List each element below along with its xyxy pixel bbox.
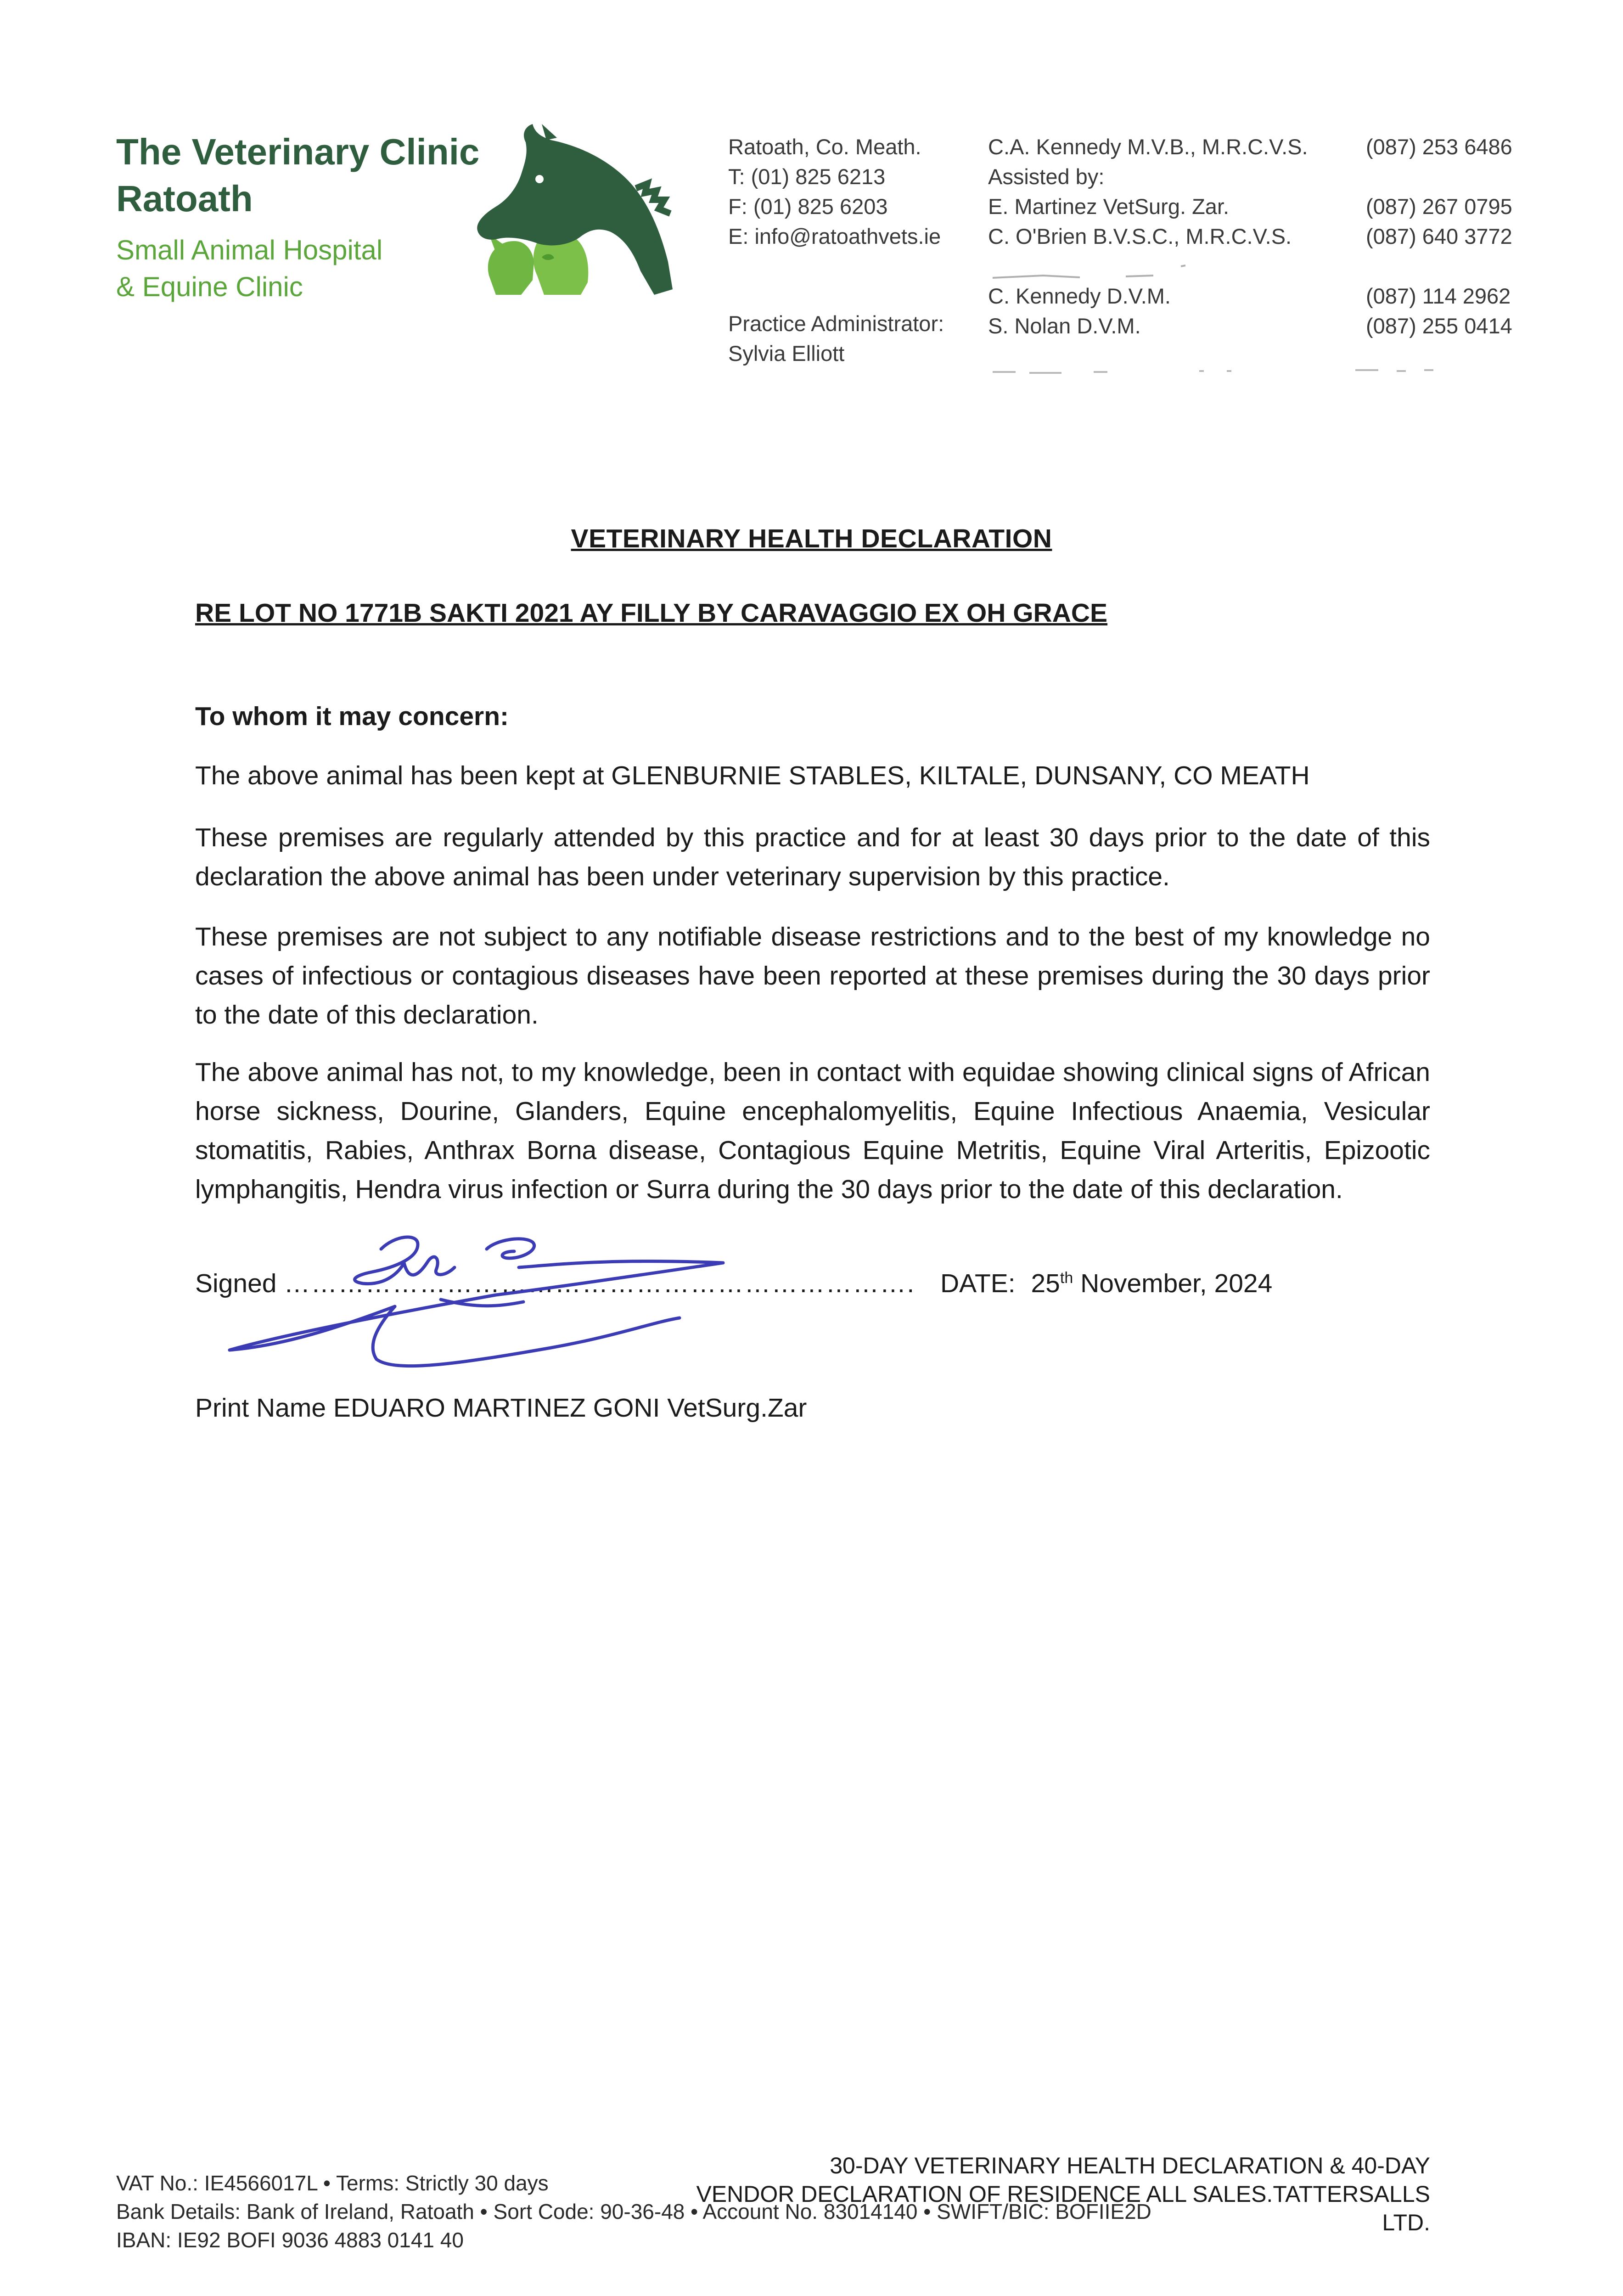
vet-name: C. Kennedy D.V.M. [988,284,1171,308]
fax-line: F: (01) 825 6203 [728,194,888,219]
declaration-date [940,1268,1272,1299]
admin-label: Practice Administrator: [728,311,944,336]
vet-phone: (087) 253 6486 [1366,135,1512,159]
footer-declaration-line1: 30-DAY VETERINARY HEALTH DECLARATION & 40-DAY [830,2153,1430,2178]
footer-vat-line: VAT No.: IE4566017L • Terms: Strictly 30 days [116,2171,549,2195]
email-line: E: info@ratoathvets.ie [728,224,941,248]
paragraph-supervision: These premises are regularly attended by this practice and for at least 30 days prior to the date of this declaration the above animal has been under veterinary supervision by this practice. [195,823,1430,891]
print-name: Print Name EDUARO MARTINEZ GONI VetSurg.Zar [195,1393,807,1423]
lot-reference: RE LOT NO 1771B SAKTI 2021 AY FILLY BY CARAVAGGIO EX OH GRACE [195,598,1108,628]
paragraph-restrictions: These premises are not subject to any notifiable disease restrictions and to the best of my knowledge no cases of infectious or contagious diseases have been reported at these premises during the 30 days prior to the date of this declaration. [195,922,1430,1030]
phone-line: T: (01) 825 6213 [728,164,886,189]
clinic-subtitle-line1: Small Animal Hospital [116,235,383,265]
signed-dots: ……………………………………………………………. [284,1269,915,1298]
vet-name: E. Martinez VetSurg. Zar. [988,194,1230,219]
clinic-address [728,132,941,251]
handwritten-signature-icon [202,1208,744,1382]
erased-mark-icon [988,257,1245,285]
paragraph-contact: The above animal has not, to my knowledge, been in contact with equidae showing clinical signs of African horse sickness, Dourine, Glanders, Equine encephalomyelitis, Equine Infectious Anaemia, Vesicular stomatitis, Rabies, Anthrax Borna disease, Contagious Equine Metritis, Equine Viral Arteritis, Epizootic lymphangitis, Hendra virus infection or Surra during the 30 days prior to the date of this declaration. [195,1058,1430,1204]
footer-declaration-label [661,2151,1430,2237]
horse-dog-cat-logo-icon [452,124,682,298]
signed-label: Signed [195,1269,277,1298]
greeting: To whom it may concern: [195,702,509,731]
vet-name: S. Nolan D.V.M. [988,314,1141,338]
footer-bank-line: Bank Details: Bank of Ireland, Ratoath • Sort Code: 90-36-48 • Account No. 83014140 • SWIFT/BIC: BOFIIE2D [116,2200,1151,2223]
erased-mark-icon [988,354,1539,381]
clinic-name-line2: Ratoath [116,178,253,219]
clinic-subtitle-line2: & Equine Clinic [116,271,303,302]
vet-phone: (087) 640 3772 [1366,224,1512,248]
date-day: 25 [1031,1269,1060,1298]
vet-phone: (087) 114 2962 [1366,284,1511,308]
date-label: DATE: [940,1269,1016,1298]
address-line: Ratoath, Co. Meath. [728,135,921,159]
clinic-name-line1: The Veterinary Clinic [116,131,480,172]
date-suffix: th [1060,1269,1073,1287]
vet-name: C. O'Brien B.V.S.C., M.R.C.V.S. [988,224,1292,248]
document-title-text: VETERINARY HEALTH DECLARATION [571,524,1052,553]
date-month-year: November, 2024 [1080,1269,1273,1298]
paragraph-premises: The above animal has been kept at GLENBURNIE STABLES, KILTALE, DUNSANY, CO MEATH [195,761,1310,790]
document-title [0,523,1623,554]
vet-phone: (087) 267 0795 [1366,194,1512,219]
vet-name: C.A. Kennedy M.V.B., M.R.C.V.S. [988,135,1308,159]
assisted-by-label: Assisted by: [988,164,1105,189]
footer-iban-line: IBAN: IE92 BOFI 9036 4883 0141 40 [116,2228,464,2252]
admin-name: Sylvia Elliott [728,341,845,366]
footer-declaration-line2: VENDOR DECLARATION OF RESIDENCE ALL SALES.TATTERSALLS LTD. [696,2181,1430,2235]
vet-phone: (087) 255 0414 [1366,314,1512,338]
practice-administrator [728,309,944,368]
